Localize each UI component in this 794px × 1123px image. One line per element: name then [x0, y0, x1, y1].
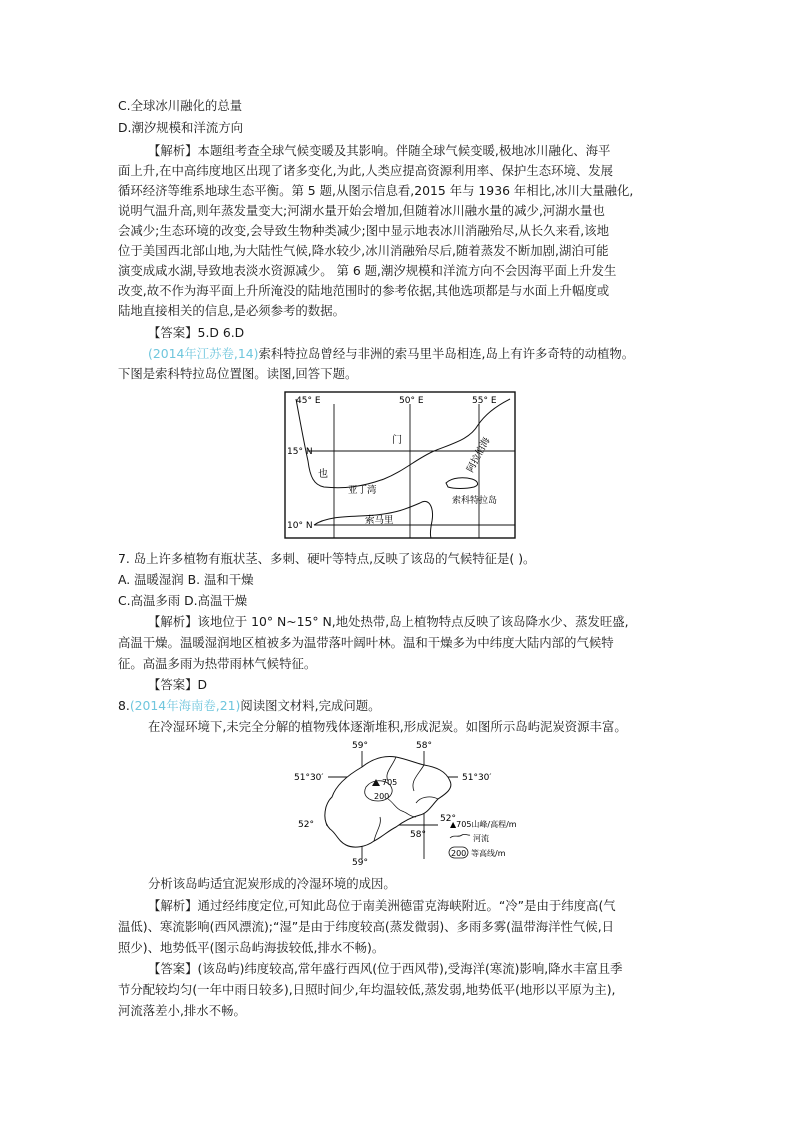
label-lon-50: 50° E	[399, 396, 424, 406]
label-somalia: 索马里	[365, 515, 394, 526]
label-socotra: 索科特拉岛	[452, 496, 498, 506]
q8-question: 分析该岛屿适宜泥炭形成的冷湿环境的成因。	[148, 876, 396, 891]
answer-56: 【答案】5.D 6.D	[148, 325, 245, 340]
legend-river: 河流	[473, 834, 489, 843]
q8-analysis-line-1: 【解析】通过经纬度定位,可知此岛位于南美洲德雷克海峡附近。“冷”是由于纬度高(气	[148, 898, 616, 913]
label-lat-10: 10° N	[287, 521, 313, 531]
label-contour-200: 200	[374, 792, 390, 801]
q7-answer: 【答案】D	[148, 677, 208, 692]
q8-number: 8.	[118, 698, 130, 713]
analysis-56-line-8: 改变,故不作为海平面上升所淹没的陆地范围时的参考依据,其他选项都是与水面上升幅度或	[118, 283, 610, 298]
analysis-56-line-5: 会减少;生态环境的改变,会导致生物种类减少;图中显示地表冰川消融殆尽,从长久来看,该地	[118, 223, 610, 238]
label-lon-59-top: 59°	[352, 741, 368, 751]
q6-option-c: C.全球冰川融化的总量	[118, 98, 243, 113]
label-gulf-of-aden: 亚丁湾	[348, 485, 377, 496]
label-lon-55: 55° E	[472, 396, 497, 406]
q7-options-cd: C.高温多雨 D.高温干燥	[118, 593, 248, 608]
socotra-map	[284, 391, 516, 539]
label-lat-5130-right: 51°30′	[462, 773, 492, 783]
map-frame	[285, 392, 515, 538]
q7-stem: 7. 岛上许多植物有瓶状茎、多刺、硬叶等特点,反映了该岛的气候特征是( )。	[118, 551, 536, 566]
q7-analysis-line-2: 高温干燥。温暖湿润地区植被多为温带落叶阔叶林。温和干燥多为中纬度大陆内部的气候特	[118, 635, 614, 650]
analysis-56-line-7: 演变成咸水湖,导致地表淡水资源减少。 第 6 题,潮汐规模和洋流方向不会因海平面上升发生	[118, 263, 617, 278]
q8-analysis-line-2: 温低)、寒流影响(西风漂流);“湿”是由于纬度较高(蒸发微弱)、多雨多雾(温带海洋性气候,日	[118, 919, 615, 934]
label-lat-15: 15° N	[287, 447, 313, 457]
label-lat-52-right: 52°	[440, 814, 456, 824]
legend-contour: 等高线/m	[471, 849, 506, 858]
legend-contour-value: 200	[451, 849, 467, 858]
label-arabian-sea: 阿拉伯海	[464, 435, 493, 475]
analysis-56-line-2: 面上升,在中高纬度地区出现了诸多变化,为此,人类应提高资源利用率、保护生态环境、发展	[118, 163, 614, 178]
label-lon-58-bottom: 58°	[410, 830, 426, 840]
q8-intro	[118, 698, 381, 714]
q8-answer-line-1: 【答案】(该岛屿)纬度较高,常年盛行西风(位于西风带),受海洋(寒流)影响,降水丰富且季	[148, 961, 623, 976]
analysis-56-line-9: 陆地直接相关的信息,是必须参考的数据。	[118, 303, 345, 318]
analysis-56-line-6: 位于美国西北部山地,为大陆性气候,降水较少,冰川消融殆尽后,随着蒸发不断加剧,湖泊可能	[118, 243, 609, 258]
q8-answer-line-2: 节分配较均匀(一年中雨日较多),日照时间少,年均温较低,蒸发弱,地势低平(地形以平原为主),	[118, 982, 616, 997]
q8-intro-text: 阅读图文材料,完成问题。	[240, 698, 381, 713]
label-peak-705: 705	[382, 778, 398, 787]
label-lon-45: 45° E	[296, 396, 321, 406]
island-map	[292, 737, 544, 867]
q8-source: (2014年海南卷,21)	[129, 698, 241, 713]
label-yemen-ye: 也	[318, 469, 328, 480]
label-yemen-men: 门	[392, 435, 402, 446]
q7-source: (2014年江苏卷,14)	[148, 346, 259, 361]
analysis-56-line-1: 【解析】本题组考查全球气候变暖及其影响。伴随全球气候变暖,极地冰川融化、海平	[148, 143, 611, 158]
q8-analysis-line-3: 照少)、地势低平(图示岛屿海拔较低,排水不畅)。	[118, 940, 385, 955]
q7-options-ab: A. 温暖湿润 B. 温和干燥	[118, 572, 254, 587]
q7-analysis-line-1: 【解析】该地位于 10° N~15° N,地处热带,岛上植物特点反映了该岛降水少、蒸发旺盛,	[148, 614, 629, 629]
analysis-56-line-3: 循环经济等维系地球生态平衡。第 5 题,从图示信息看,2015 年与 1936 年相比,冰川大量融化,	[118, 183, 634, 198]
label-lon-58-top: 58°	[416, 741, 432, 751]
legend-peak: ▲705山峰/高程/m	[450, 820, 517, 829]
island-outline	[325, 756, 451, 847]
q7-intro-text: 索科特拉岛曾经与非洲的索马里半岛相连,岛上有许多奇特的动植物。	[258, 346, 635, 361]
q8-answer-line-3: 河流落差小,排水不畅。	[118, 1003, 246, 1018]
q8-material: 在冷湿环境下,未完全分解的植物残体逐渐堆积,形成泥炭。如图所示岛屿泥炭资源丰富。	[148, 719, 627, 734]
label-lat-5130-left: 51°30′	[294, 773, 324, 783]
q7-analysis-line-3: 征。高温多雨为热带雨林气候特征。	[118, 656, 317, 671]
analysis-56-line-4: 说明气温升高,则年蒸发量变大;河湖水量开始会增加,但随着冰川融水量的减少,河湖水量也	[118, 203, 605, 218]
q6-option-d: D.潮汐规模和洋流方向	[118, 120, 243, 135]
label-lat-52-left: 52°	[298, 820, 314, 830]
q7-intro-line-2: 下图是索科特拉岛位置图。读图,回答下题。	[118, 366, 358, 381]
legend-river-symbol	[450, 834, 470, 838]
q7-intro	[148, 346, 634, 362]
socotra-island	[446, 478, 478, 489]
label-lon-59-bottom: 59°	[352, 858, 368, 867]
